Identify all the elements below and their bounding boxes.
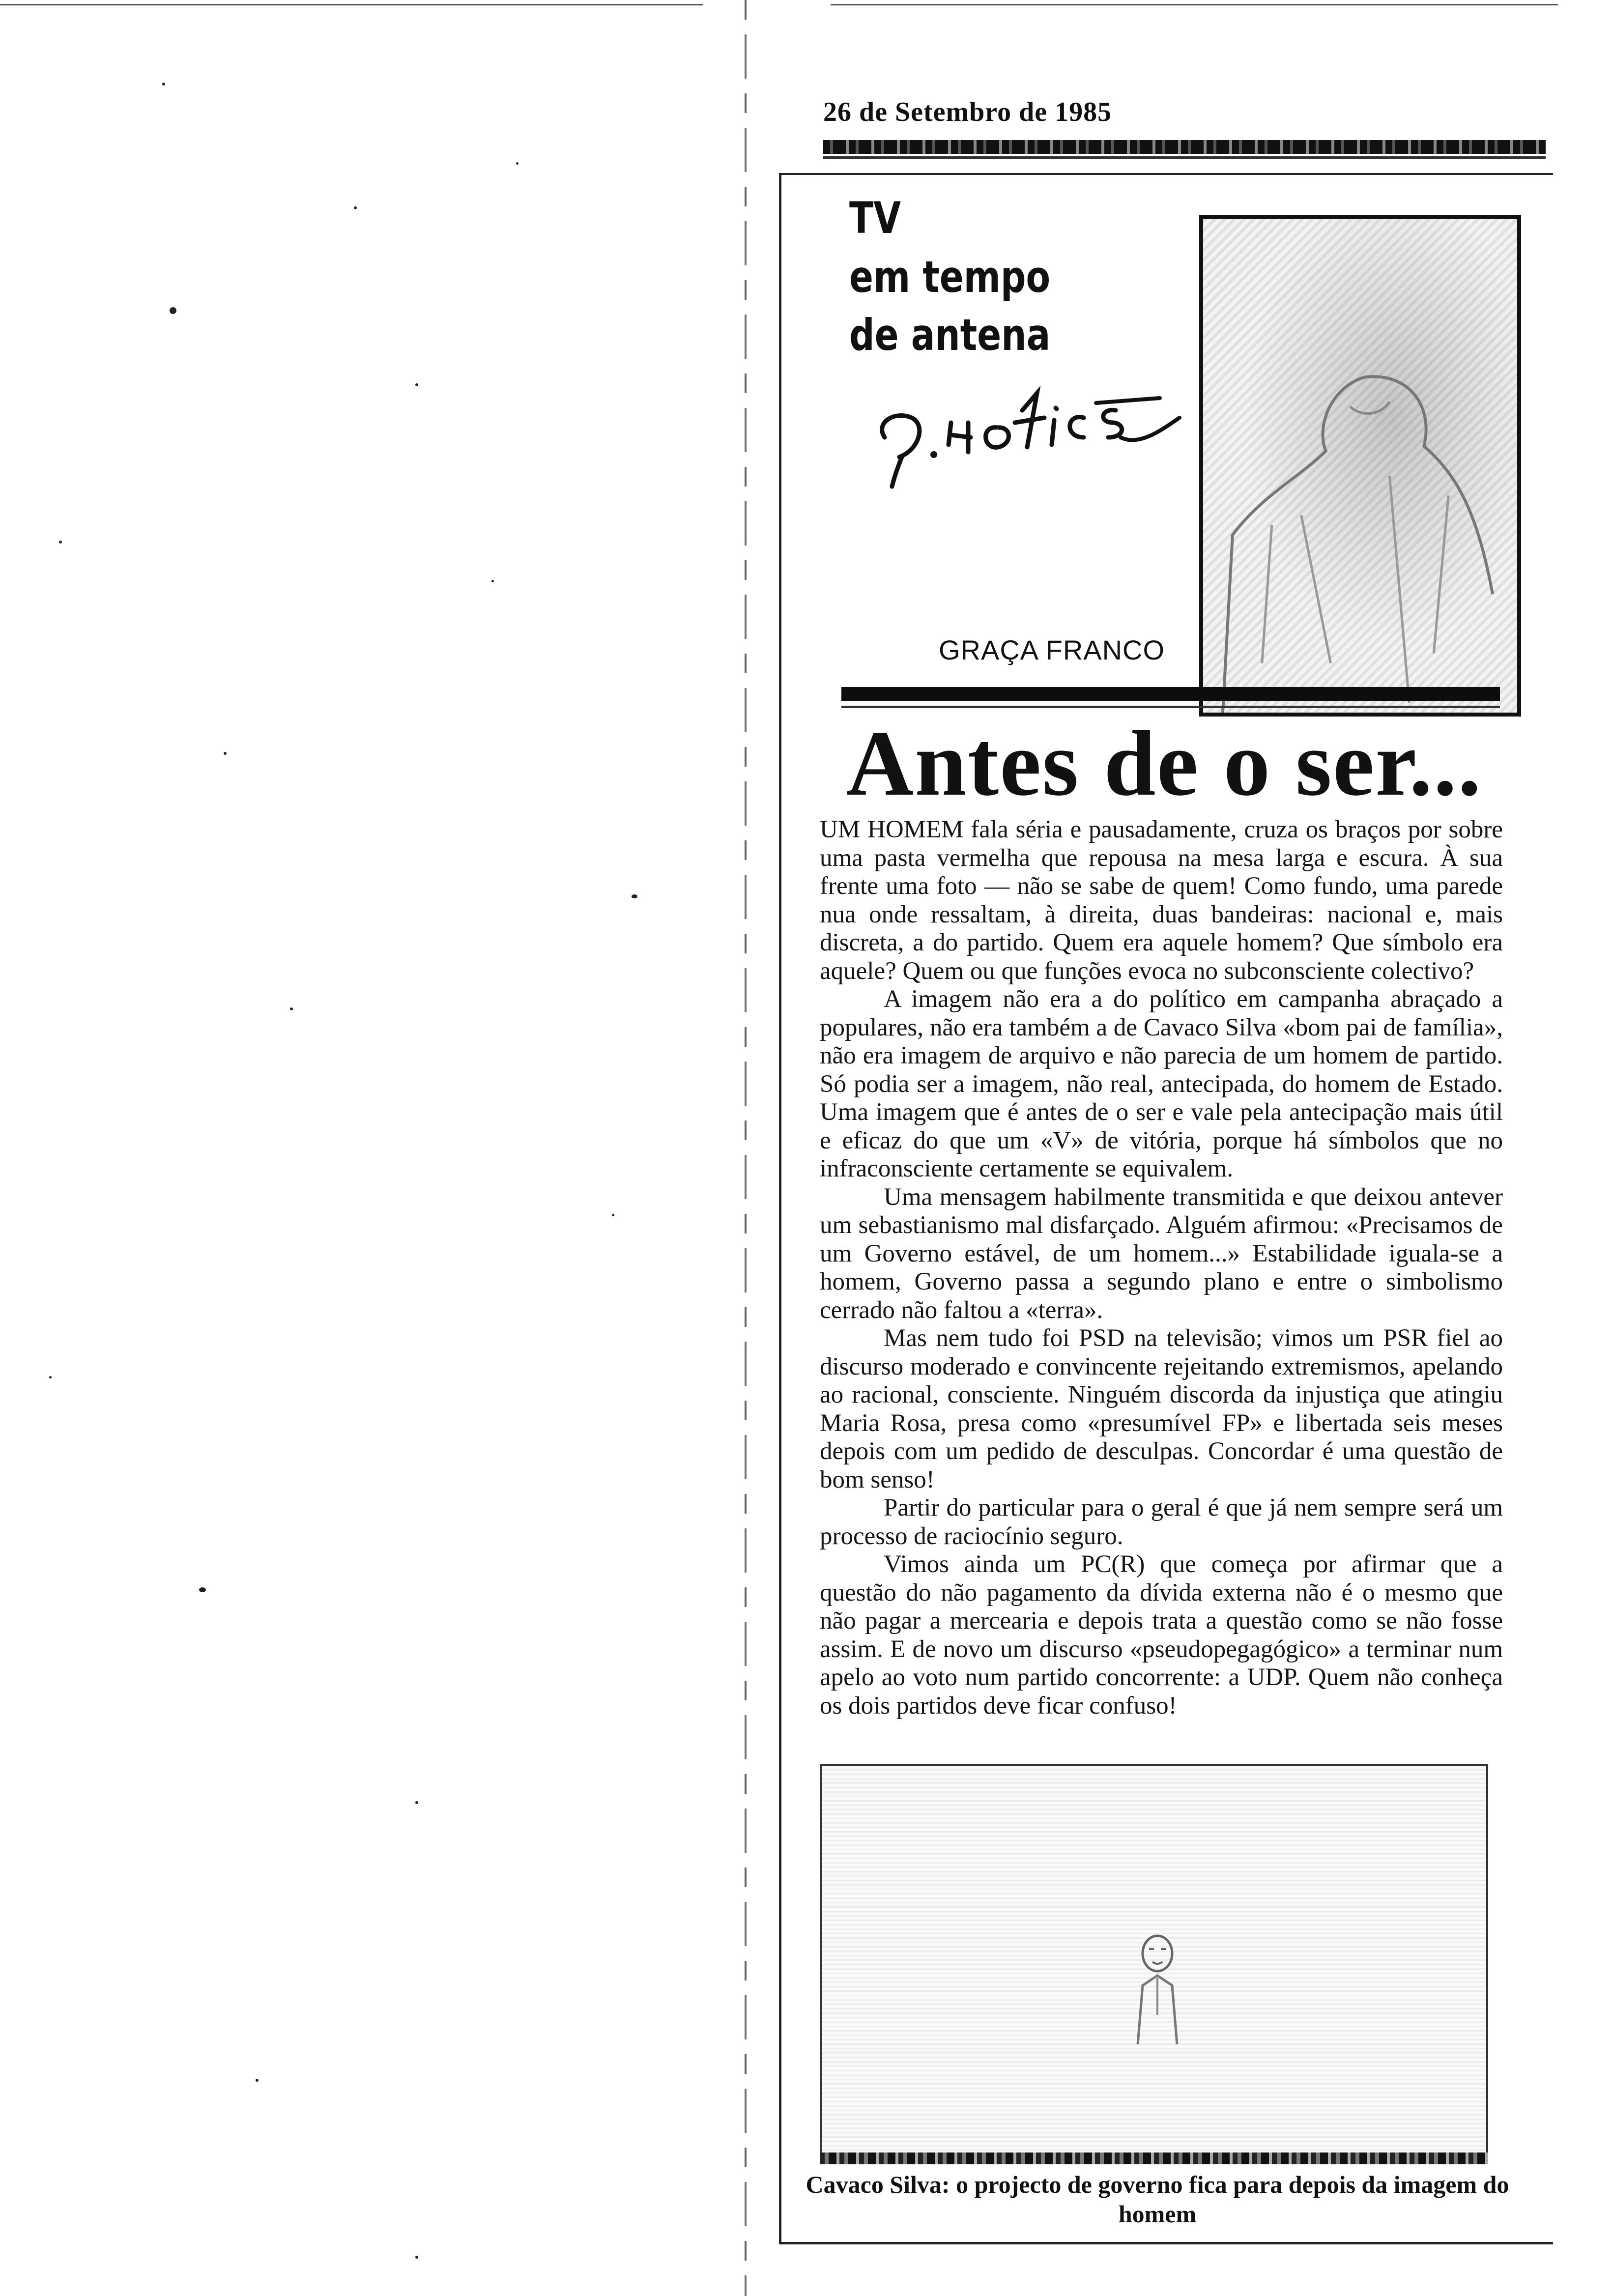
article-headline: Antes de o ser... [846, 712, 1482, 815]
scan-speck [256, 2079, 259, 2082]
scan-speck [290, 1007, 293, 1010]
photo-caption: Cavaco Silva: o projecto de governo fica para depois da imagem do homem [806, 2171, 1509, 2228]
article-paragraph: Mas nem tudo foi PSD na televisão; vimos um PSR fiel ao discurso moderado e convincente rejeitando extremismos, apelando ao racional, consciente. Ninguém discorda da injustiça que atingiu Maria Rosa, presa como «presumível FP» e libertada seis meses depois com um pedido de desculpas. Concordar é uma questão de bom senso! [820, 1324, 1503, 1493]
article-paragraph: Uma mensagem habilmente transmitida e que deixou antever um sebastianismo mal disfarçado. Alguém afirmou: «Precisamos de um Governo estável, de um homem...» Estabilidade iguala-se a homem, Governo passa a segundo plano e entre o simbolismo cerrado não faltou a «terra». [820, 1183, 1503, 1324]
publication-date: 26 de Setembro de 1985 [823, 97, 1112, 127]
article-body [820, 816, 1503, 1720]
rubric-title-line3: de antena [849, 310, 1051, 360]
scan-speck [612, 1214, 614, 1216]
article-paragraph: Vimos ainda um PC(R) que começa por afirmar que a questão do não pagamento da dívida externa não é o mesmo que não pagar a mercearia e depois trata a questão como se não fosse assim. E de novo um discurso «pseudopegagógico» a terminar num apelo ao voto num partido concorrente: a UDP. Quem não conheça os dois partidos deve ficar confuso! [820, 1550, 1503, 1720]
scan-speck [59, 541, 62, 544]
page-fold-line [745, 0, 747, 2296]
article-paragraph: A imagem não era a do político em campanha abraçado a populares, não era também a de Cavaco Silva «bom pai de família», não era imagem de arquivo e não parecia de um homem de partido. Só podia ser a imagem, não real, antecipada, do homem de Estado. Uma imagem que é antes de o ser e vale pela antecipação mais útil e eficaz do que um «V» de vitória, porque há símbolos que no infraconsciente certamente se equivalem. [820, 985, 1503, 1182]
scan-speck [170, 307, 176, 314]
scan-speck [354, 206, 357, 209]
date-rule [823, 140, 1546, 154]
scan-speck [491, 580, 494, 582]
scan-speck [415, 2256, 418, 2259]
portrait-sketch-icon [1203, 219, 1517, 713]
headline-rule-thick [841, 687, 1500, 701]
scan-speck [49, 1376, 52, 1378]
scan-speck [162, 83, 165, 86]
author-byline: GRAÇA FRANCO [939, 634, 1165, 665]
scan-edge-top-right [831, 4, 1558, 5]
scan-speck [632, 894, 637, 898]
scan-speck [415, 383, 418, 386]
photo-bottom-rule [820, 2152, 1488, 2164]
scan-speck [516, 162, 518, 165]
article-paragraph: Partir do particular para o geral é que já nem sempre será um processo de raciocínio seguro. [820, 1494, 1503, 1550]
date-rule-underline [823, 156, 1546, 159]
person-figure-icon [1130, 1931, 1184, 2044]
handwritten-note [865, 364, 1189, 491]
scan-speck [415, 1801, 418, 1804]
scan-edge-top-left [0, 4, 703, 5]
portrait-photo-icon [1199, 215, 1521, 717]
rubric-title-line1: TV [849, 193, 901, 243]
scan-speck [224, 752, 227, 755]
headline-rule-thin [841, 706, 1500, 708]
rubric-title-line2: em tempo [849, 252, 1051, 302]
scan-speck [199, 1587, 206, 1592]
article-paragraph: UM HOMEM fala séria e pausadamente, cruza os braços por sobre uma pasta vermelha que repousa na mesa larga e escura. À sua frente uma foto — não se sabe de quem! Como fundo, uma parede nua onde ressaltam, à direita, duas bandeiras: nacional e, mais discreta, a do partido. Quem era aquele homem? Que símbolo era aquele? Quem ou que funções evoca no subconsciente colectivo? [820, 816, 1503, 985]
